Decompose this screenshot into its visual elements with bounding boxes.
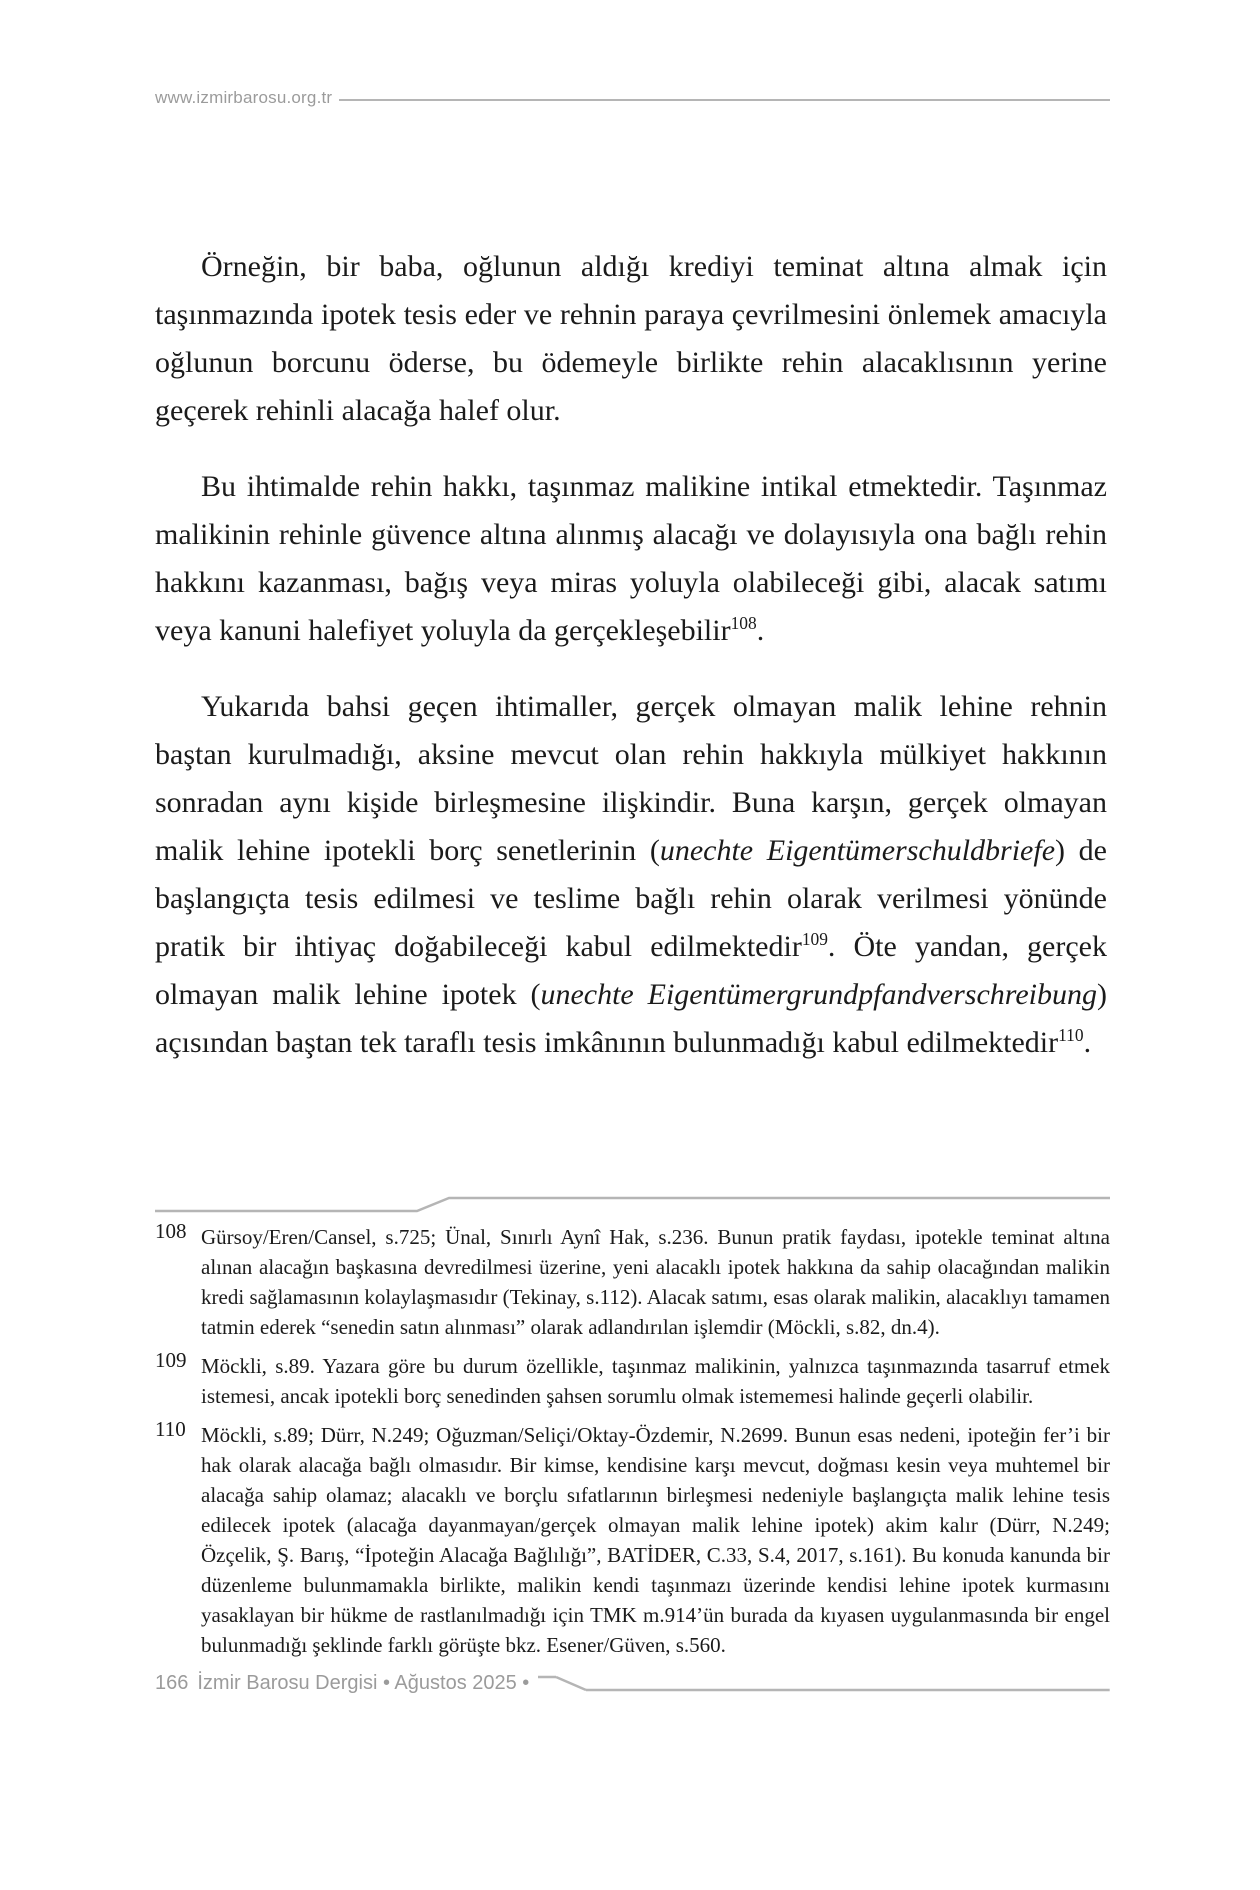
footnote-separator	[155, 1192, 1110, 1216]
footer-rule	[538, 1673, 1110, 1695]
footnote-text: Möckli, s.89; Dürr, N.249; Oğuzman/Seliçi/Oktay-Özdemir, N.2699. Bunun esas nedeni, ipoteğin fer’i bir hak olarak alacağa bağlı olmasıdır. Bir kimse, kendisine karşı mevcut, doğması kesin veya muhtemel bir alacağa sahip olamaz; alacaklı ve borçlu sıfatlarının birleşmesi nedeniyle başlangıçta malik lehine tesis edilecek ipotek (alacağa dayanmayan/gerçek olmayan malik lehine ipotek) akim kalır (Dürr, N.249; Özçelik, Ş. Barış, “İpoteğin Alacağa Bağlılığı”, BATİDER, C.33, S.4, 2017, s.161). Bu konuda kanunda bir düzenleme bulunmamakla birlikte, malikin kendi taşınmazı üzerinde kendisi lehine ipotek kurmasını yasaklayan bir hükme de rastlanılmadığı için TMK m.914’ün burada da kıyasen uygulanmasında bir engel bulunmadığı şeklinde farklı görüşte bkz. Esener/Güven, s.560.	[201, 1423, 1110, 1657]
footnote-number: 109	[155, 1348, 187, 1372]
footnote-text: Möckli, s.89. Yazara göre bu durum özellikle, taşınmaz malikinin, yalnızca taşınmazında tasarruf etmek istemesi, ancak ipotekli borç senedinden şahsen sorumlu olmak istememesi halinde geçerli olabilir.	[201, 1354, 1110, 1408]
footnote-list	[155, 1219, 1110, 1660]
journal-title: İzmir Barosu Dergisi • Ağustos 2025 •	[197, 1672, 530, 1694]
footnote-109	[155, 1348, 1110, 1411]
footnote-number: 108	[155, 1219, 187, 1243]
page-number: 166	[155, 1672, 189, 1694]
paragraph-2: Bu ihtimalde rehin hakkı, taşınmaz malikine intikal etmektedir. Taşınmaz malikinin rehinle güvence altına alınmış alacağı ve dolayısıyla ona bağlı rehin hakkını kazanması, bağış veya miras yoluyla olabileceği gibi, alacak satımı veya kanuni halefiyet yoluyla da gerçekleşebilir$^{108}$.	[155, 470, 1107, 647]
footnote-text: Gürsoy/Eren/Cansel, s.725; Ünal, Sınırlı Aynî Hak, s.236. Bunun pratik faydası, ipotekle teminat altına alınan alacağın başkasına devredilmesi üzerine, yeni alacaklı ipotek hakkına da sahip olacağından malikin kredi sağlamasının kolaylaşmasıdır (Tekinay, s.112). Alacak satımı, esas olarak malikin, alacaklıyı tamamen tatmin ederek “senedin satın alınması” olarak adlandırılan işlemdir (Möckli, s.82, dn.4).	[201, 1225, 1110, 1339]
paragraph-3: Yukarıda bahsi geçen ihtimaller, gerçek olmayan malik lehine rehnin baştan kurulmadığı, aksine mevcut olan rehin hakkıyla mülkiyet hakkının sonradan aynı kişide birleşmesine ilişkindir. Buna karşın, gerçek olmayan malik lehine ipotekli borç senetlerinin (unechte Eigentümerschuldbriefe) de başlangıçta tesis edilmesi ve teslime bağlı rehin olarak verilmesi yönünde pratik bir ihtiyaç doğabileceği kabul edilmektedir$^{109}$. Öte yandan, gerçek olmayan malik lehine ipotek (unechte Eigentümergrundpfandverschreibung) açısından baştan tek taraflı tesis imkânının bulunmadığı kabul edilmektedir$^{110}$.	[155, 690, 1107, 1059]
footnote-108	[155, 1219, 1110, 1342]
header-rule	[339, 99, 1110, 101]
page-footer	[155, 1672, 1110, 1695]
page-header	[155, 88, 1110, 108]
footnote-section	[155, 1192, 1110, 1695]
footnote-110	[155, 1417, 1110, 1660]
footnote-number: 110	[155, 1417, 186, 1441]
website-url: www.izmirbarosu.org.tr	[155, 88, 333, 107]
article-body	[155, 243, 1107, 1095]
paragraph-1: Örneğin, bir baba, oğlunun aldığı krediyi teminat altına almak için taşınmazında ipotek tesis eder ve rehnin paraya çevrilmesini önlemek amacıyla oğlunun borcunu öderse, bu ödemeyle birlikte rehin alacaklısının yerine geçerek rehinli alacağa halef olur.	[155, 250, 1107, 427]
